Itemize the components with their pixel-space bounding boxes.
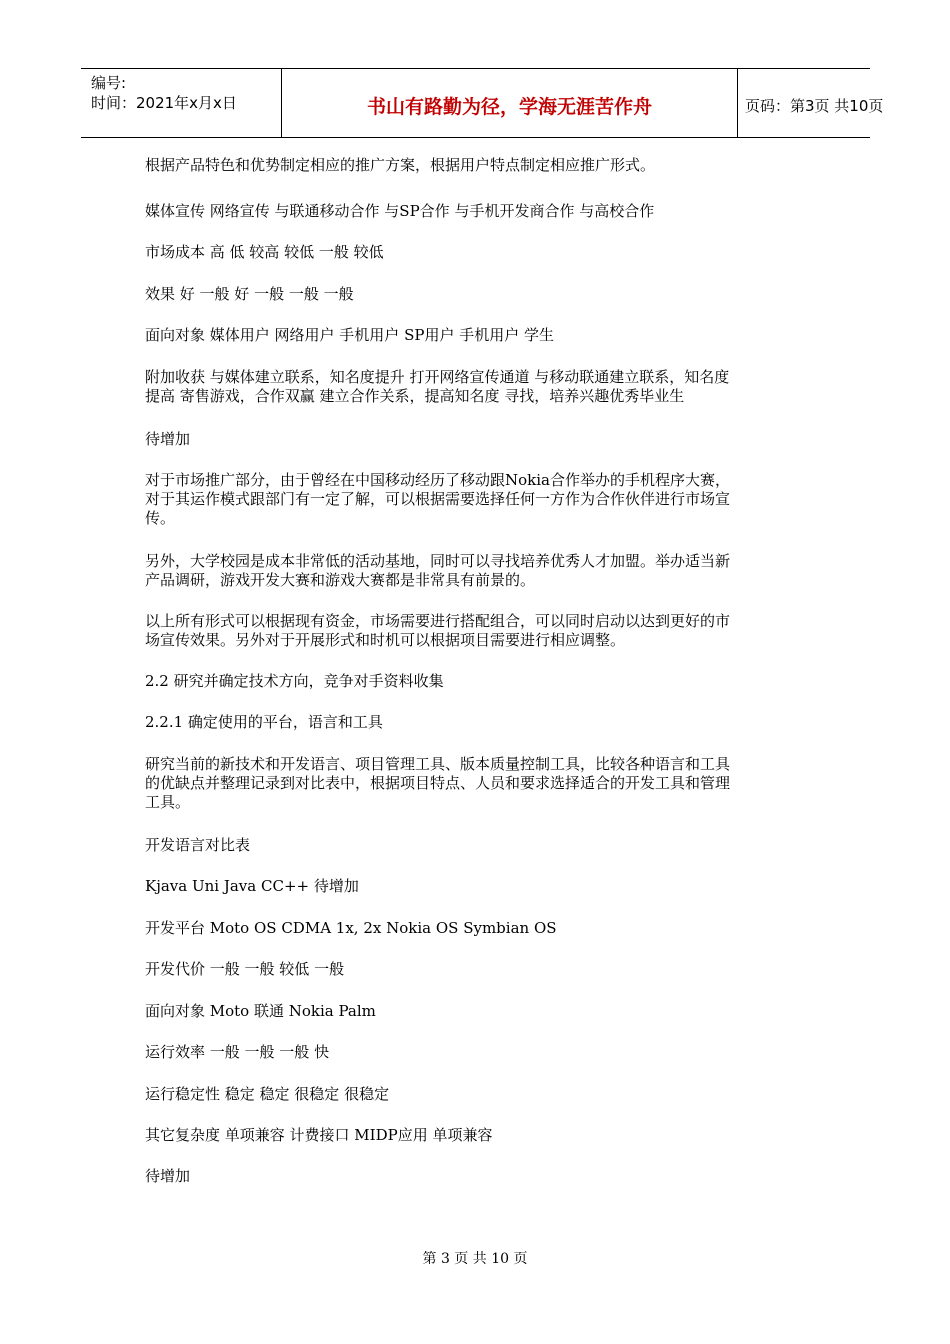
document-header [81,68,884,138]
section-heading: 2.2 研究并确定技术方向，竞争对手资料收集 [145,672,444,690]
paragraph: 待增加 [145,1167,191,1185]
paragraph: 另外，大学校园是成本非常低的活动基地，同时可以寻找培养优秀人才加盟。举办适当新 产品调研，游戏开发大赛和游戏大赛都是非常具有前景的。 [145,552,731,589]
number-label: 编号: [91,74,127,92]
paragraph: 面向对象 媒体用户 网络用户 手机用户 SP用户 手机用户 学生 [145,326,554,344]
paragraph: 效果 好 一般 好 一般 一般 一般 [145,285,354,303]
header-motto-cell [281,69,738,137]
paragraph: 研究当前的新技术和开发语言、项目管理工具、版本质量控制工具，比较各种语言和工具 的优缺点并整理记录到对比表中，根据项目特点、人员和要求选择适合的开发工具和管理 工具。 [145,755,731,811]
paragraph: 开发代价 一般 一般 较低 一般 [145,960,345,978]
paragraph: 市场成本 高 低 较高 较低 一般 较低 [145,243,384,261]
paragraph: 运行稳定性 稳定 稳定 很稳定 很稳定 [145,1085,390,1103]
header-right-cell [737,69,884,137]
paragraph: 运行效率 一般 一般 一般 快 [145,1043,330,1061]
paragraph: 待增加 [145,430,191,448]
header-left-cell [81,69,281,137]
motto-text: 书山有路勤为径，学海无涯苦作舟 [366,96,652,118]
paragraph: 开发平台 Moto OS CDMA 1x, 2x Nokia OS Symbian OS [145,919,557,937]
page-footer: 第 3 页 共 10 页 [422,1251,528,1267]
paragraph: Kjava Uni Java CC++ 待增加 [145,877,359,895]
paragraph: 对于市场推广部分，由于曾经在中国移动经历了移动跟Nokia合作举办的手机程序大赛， 对于其运作模式跟部门有一定了解，可以根据需要选择任何一方作为合作伙伴进行市场宣 传。 [145,471,731,527]
paragraph: 其它复杂度 单项兼容 计费接口 MIDP应用 单项兼容 [145,1126,493,1144]
paragraph: 以上所有形式可以根据现有资金，市场需要进行搭配组合，可以同时启动以达到更好的市 场宣传效果。另外对于开展形式和时机可以根据项目需要进行相应调整。 [145,612,731,649]
paragraph: 开发语言对比表 [145,836,251,854]
time-label: 时间：2021年x月x日 [91,94,237,112]
paragraph: 附加收获 与媒体建立联系，知名度提升 打开网络宣传通道 与移动联通建立联系，知名度 提高 寄售游戏，合作双赢 建立合作关系，提高知名度 寻找，培养兴趣优秀毕业生 [145,368,730,405]
subsection-heading: 2.2.1 确定使用的平台，语言和工具 [145,713,383,731]
paragraph: 面向对象 Moto 联通 Nokia Palm [145,1002,376,1020]
paragraph: 媒体宣传 网络宣传 与联通移动合作 与SP合作 与手机开发商合作 与高校合作 [145,202,655,220]
paragraph: 根据产品特色和优势制定相应的推广方案，根据用户特点制定相应推广形式。 [145,156,656,174]
page-info: 页码：第3页 共10页 [745,97,884,115]
